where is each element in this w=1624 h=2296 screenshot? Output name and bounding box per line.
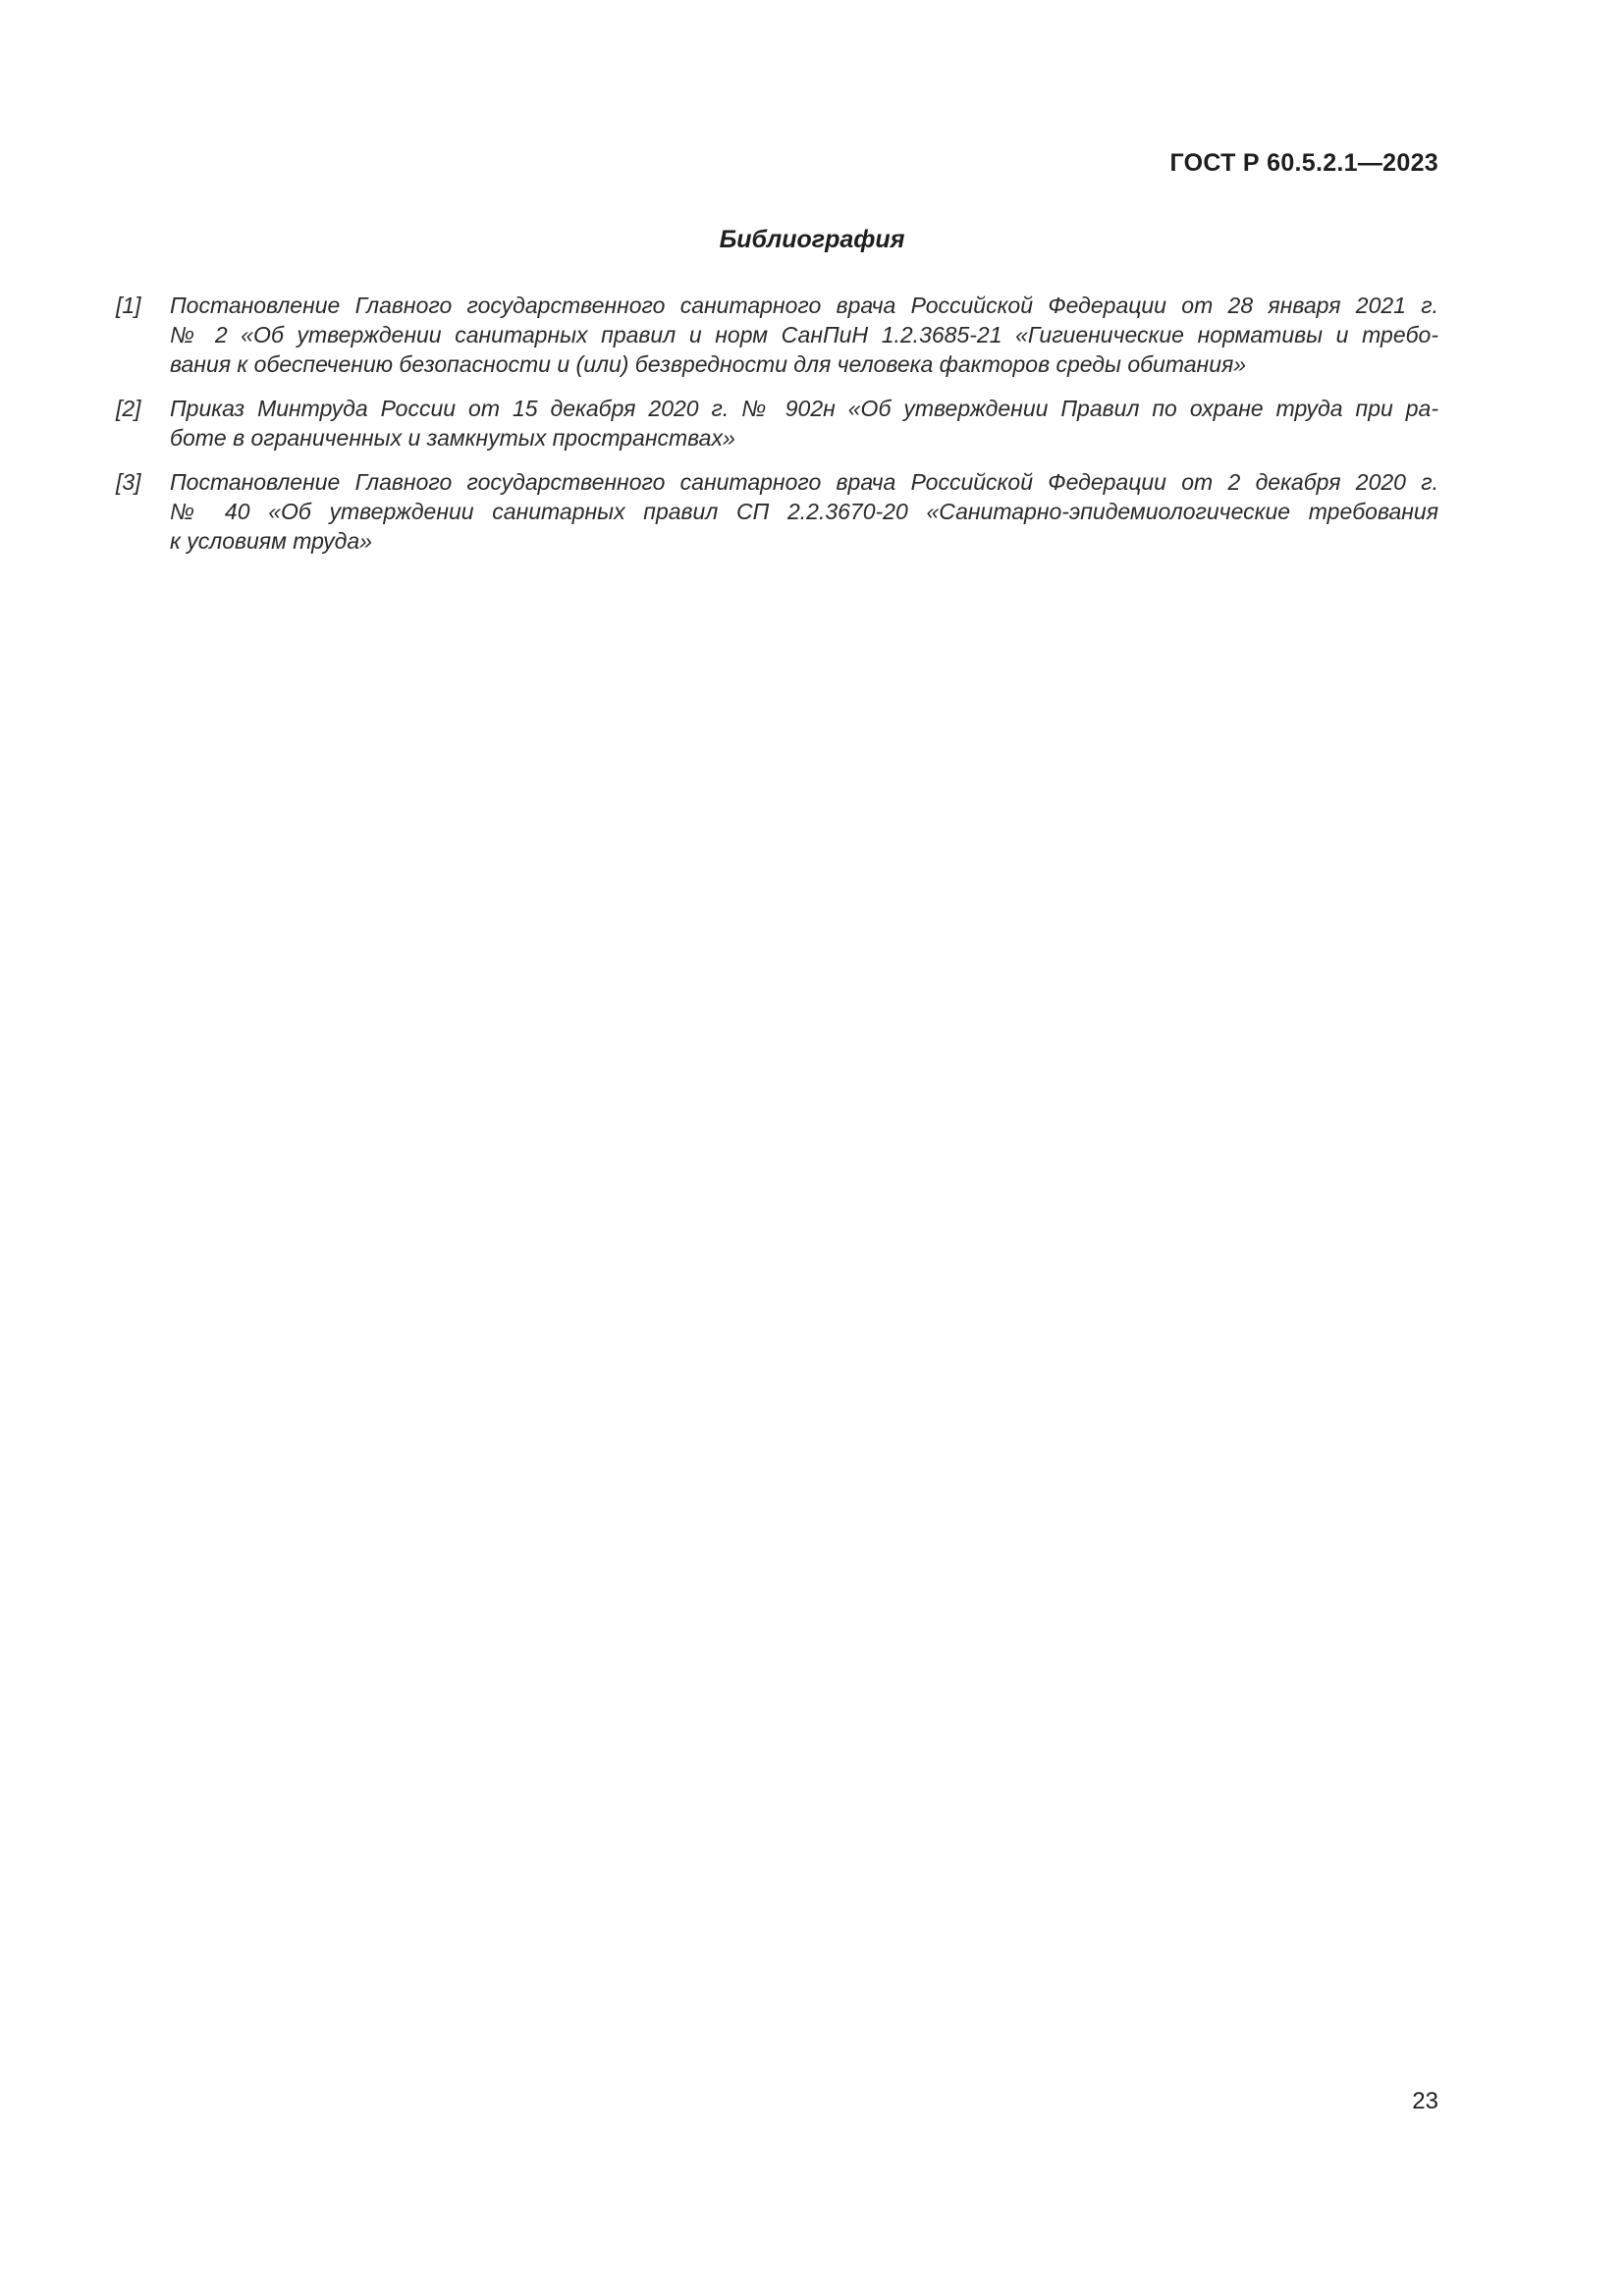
document-code: ГОСТ Р 60.5.2.1—2023	[1169, 149, 1438, 177]
entry-number: [1]	[116, 293, 141, 318]
entry-line: № 2 «Об утверждении санитарных правил и норм СанПиН 1.2.3685-21 «Гигиенические нормативы и требо-	[170, 322, 1438, 347]
bibliography-entry	[116, 467, 1438, 556]
entry-line: к условиям труда»	[170, 528, 372, 554]
entry-text	[170, 291, 1438, 379]
entry-line: № 40 «Об утверждении санитарных правил СП 2.2.3670-20 «Санитарно-эпидемиологические требования	[170, 499, 1438, 524]
bibliography-entry	[116, 394, 1438, 453]
bibliography-entry	[116, 291, 1438, 379]
entry-line: боте в ограниченных и замкнутых пространствах»	[170, 425, 735, 451]
page-number: 23	[1412, 2088, 1438, 2114]
entry-line: Постановление Главного государственного санитарного врача Российской Федерации от 28 января 2021 г.	[170, 293, 1438, 318]
entry-line: вания к обеспечению безопасности и (или) безвредности для человека факторов среды обитания»	[170, 351, 1247, 377]
entry-text	[170, 467, 1438, 556]
entry-line: Приказ Минтруда России от 15 декабря 2020 г. № 902н «Об утверждении Правил по охране труда при ра-	[170, 396, 1438, 421]
section-title: Библиография	[719, 226, 905, 253]
entry-number: [2]	[116, 396, 141, 421]
entry-text	[170, 394, 1438, 453]
bibliography-list	[116, 291, 1438, 570]
entry-number: [3]	[116, 469, 141, 495]
entry-line: Постановление Главного государственного санитарного врача Российской Федерации от 2 декабря 2020 г.	[170, 469, 1438, 495]
